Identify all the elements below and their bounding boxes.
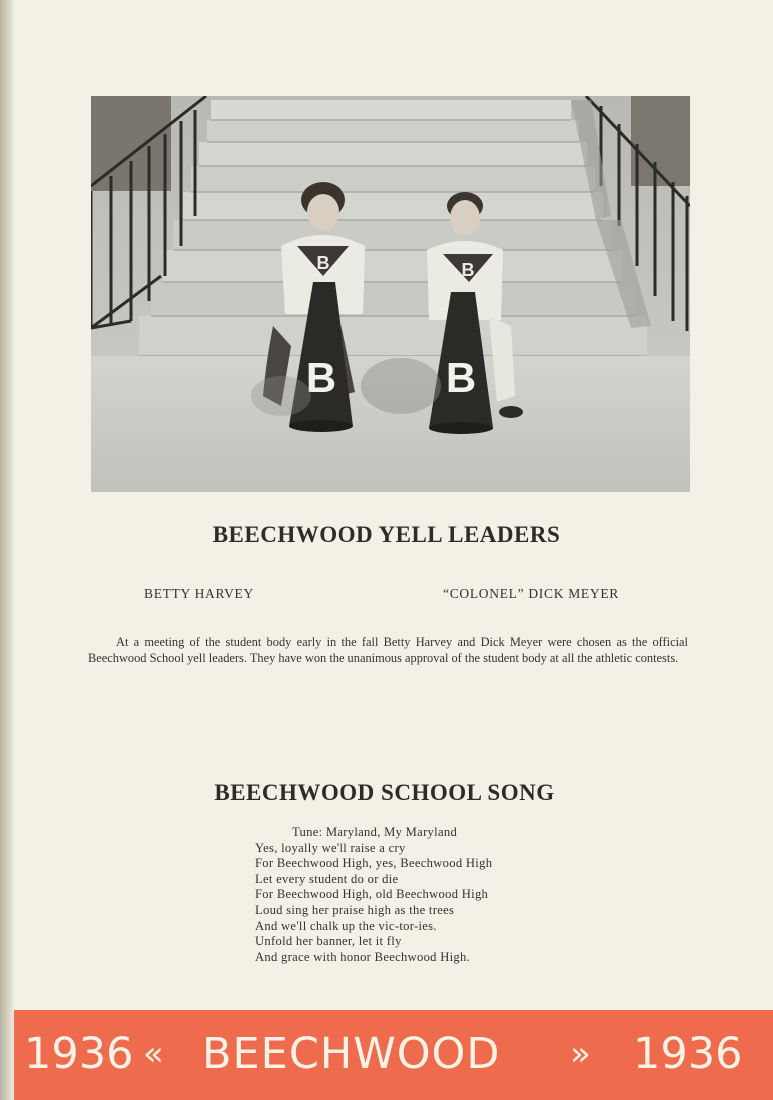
book-binding-edge [0, 0, 14, 1100]
yell-leaders-heading: BEECHWOOD YELL LEADERS [212, 522, 561, 547]
song-line: And we'll chalk up the vic-tor-ies. [255, 918, 437, 933]
song-line: And grace with honor Beechwood High. [255, 949, 471, 964]
caption-name-left: BETTY HARVEY [144, 586, 254, 601]
footer-title: BEECHWOOD [202, 1029, 501, 1079]
caption-name-right: “COLONEL” DICK MEYER [443, 586, 619, 601]
footer-guillemet-right: » [570, 1034, 591, 1074]
song-tune: Tune: Maryland, My Maryland [292, 825, 458, 839]
footer-guillemet-left: « [143, 1034, 164, 1074]
sweater-letter-right: B [461, 260, 475, 280]
yell-leaders-paragraph [88, 634, 688, 666]
song-line: Let every student do or die [255, 871, 399, 886]
song-line: For Beechwood High, old Beechwood High [255, 887, 489, 902]
yearbook-footer-band [14, 1010, 773, 1100]
song-line: Loud sing her praise high as the trees [255, 902, 455, 917]
song-line: Unfold her banner, let it fly [255, 934, 402, 949]
paragraph-text: At a meeting of the student body early in the fall Betty Harvey and Dick Meyer were chosen as the official Beechwood School yell leaders. They have won the unanimous approval of the student body at all the athletic contests. [88, 635, 688, 665]
sweater-letter-left: B [316, 253, 330, 273]
steps [139, 100, 647, 356]
megaphone-letter-left: B [305, 354, 337, 401]
school-song-lyrics [255, 825, 575, 965]
yell-leaders-photo [91, 96, 690, 492]
song-line: For Beechwood High, yes, Beechwood High [255, 856, 493, 871]
song-line: Yes, loyally we'll raise a cry [255, 840, 406, 855]
school-song-heading: BEECHWOOD SCHOOL SONG [214, 780, 555, 805]
footer-year-left: 1936 [24, 1029, 134, 1079]
footer-year-right: 1936 [633, 1029, 743, 1079]
megaphone-letter-right: B [445, 354, 477, 401]
